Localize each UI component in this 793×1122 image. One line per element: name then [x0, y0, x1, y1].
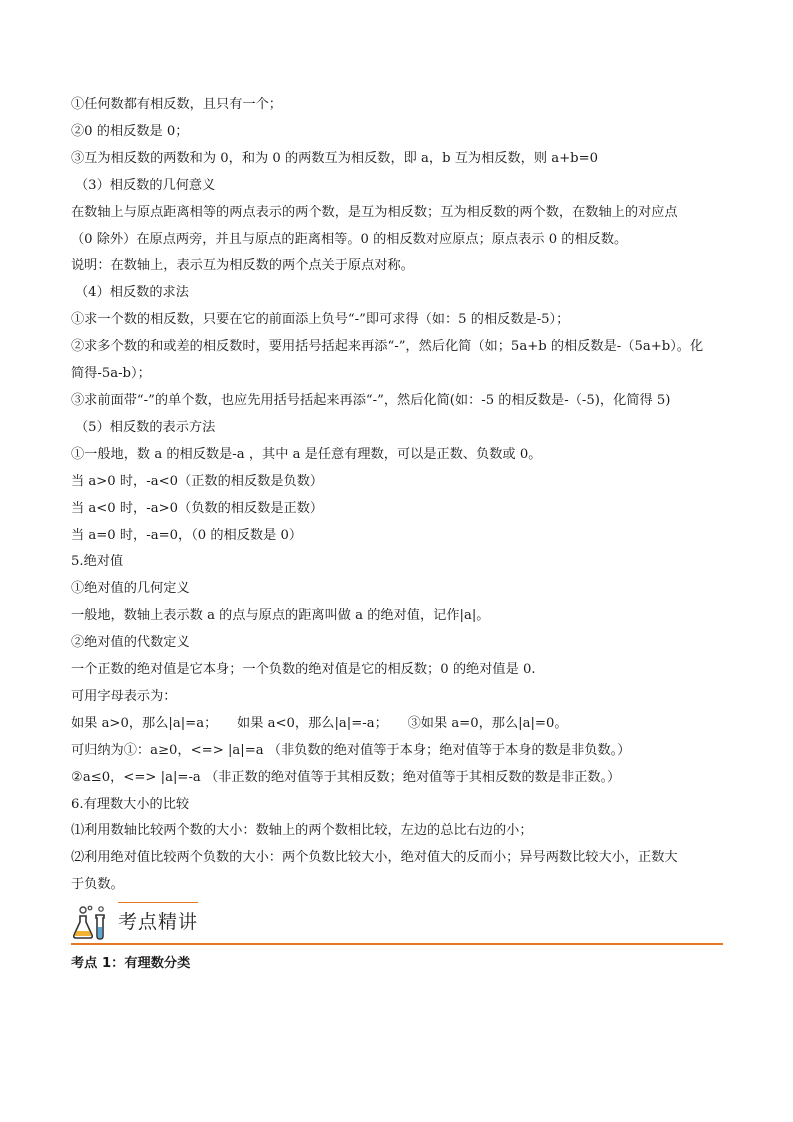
text-line: ②0 的相反数是 0； — [71, 123, 189, 139]
section-heading: 5.绝对值 — [71, 554, 124, 570]
text-line: 一个正数的绝对值是它本身；一个负数的绝对值是它的相反数；0 的绝对值是 0. — [71, 662, 536, 678]
subheading: （4）相反数的求法 — [75, 285, 189, 301]
document-page — [71, 92, 723, 992]
flask-icon — [71, 905, 111, 941]
exam-point-heading: 考点 1：有理数分类 — [71, 956, 191, 972]
text-line: ③求前面带“-”的单个数，也应先用括号括起来再添“-”，然后化简(如：-5 的相反数是-（-5)，化简得 5) — [71, 392, 671, 408]
title-overline — [118, 902, 198, 903]
subheading: （5）相反数的表示方法 — [75, 419, 216, 435]
text-line: ②a≤0，<=> |a|=-a （非正数的绝对值等于其相反数；绝对值等于其相反数的数是非正数。） — [71, 769, 621, 785]
text-line: 于负数。 — [71, 877, 124, 893]
text-line: 一般地，数轴上表示数 a 的点与原点的距离叫做 a 的绝对值，记作|a|。 — [71, 608, 490, 624]
text-line: 简得-5a-b）； — [71, 366, 151, 382]
text-line: ①绝对值的几何定义 — [71, 581, 190, 597]
text-line: ②绝对值的代数定义 — [71, 635, 190, 651]
section-divider — [71, 943, 723, 945]
text-line: ⑵利用绝对值比较两个负数的大小：两个负数比较大小，绝对值大的反而小；异号两数比较大小，正数大 — [71, 850, 678, 866]
subheading: （3）相反数的几何意义 — [75, 177, 216, 193]
text-line: 当 a>0 时，-a<0（正数的相反数是负数） — [71, 473, 324, 489]
text-line: ③互为相反数的两数和为 0，和为 0 的两数互为相反数，即 a，b 互为相反数，则 a+b=0 — [71, 150, 599, 166]
text-line: ①任何数都有相反数，且只有一个； — [71, 97, 282, 112]
text-line: ①求一个数的相反数，只要在它的前面添上负号“-”即可求得（如：5 的相反数是-5）； — [71, 312, 570, 328]
text-line: 当 a=0 时，-a=0，（0 的相反数是 0） — [71, 527, 303, 543]
text-line: 可用字母表示为： — [71, 688, 177, 704]
text-line: 当 a<0 时，-a>0（负数的相反数是正数） — [71, 500, 324, 516]
text-line: ⑴利用数轴比较两个数的大小：数轴上的两个数相比较，左边的总比右边的小； — [71, 823, 533, 839]
text-line: 说明：在数轴上，表示互为相反数的两个点关于原点对称。 — [71, 258, 414, 274]
section-title: 考点精讲 — [118, 911, 199, 934]
text-line: 可归纳为①：a≥0，<=> |a|=a （非负数的绝对值等于本身；绝对值等于本身的数是非负数。） — [71, 742, 631, 758]
section-banner — [71, 901, 723, 945]
text-line: （0 除外）在原点两旁，并且与原点的距离相等。0 的相反数对应原点；原点表示 0 的相反数。 — [71, 231, 628, 247]
text-line: ②求多个数的和或差的相反数时，要用括号括起来再添“-”，然后化简（如；5a+b 的相反数是-（5a+b）。化 — [71, 339, 704, 355]
text-line: ①一般地，数 a 的相反数是-a ，其中 a 是任意有理数，可以是正数、负数或 0。 — [71, 446, 542, 462]
section-heading: 6.有理数大小的比较 — [71, 796, 190, 812]
text-line: 如果 a>0，那么|a|=a； 如果 a<0，那么|a|=-a； ③如果 a=0，那么|a|=0。 — [71, 715, 568, 731]
text-line: 在数轴上与原点距离相等的两点表示的两个数，是互为相反数；互为相反数的两个数，在数轴上的对应点 — [71, 204, 678, 220]
